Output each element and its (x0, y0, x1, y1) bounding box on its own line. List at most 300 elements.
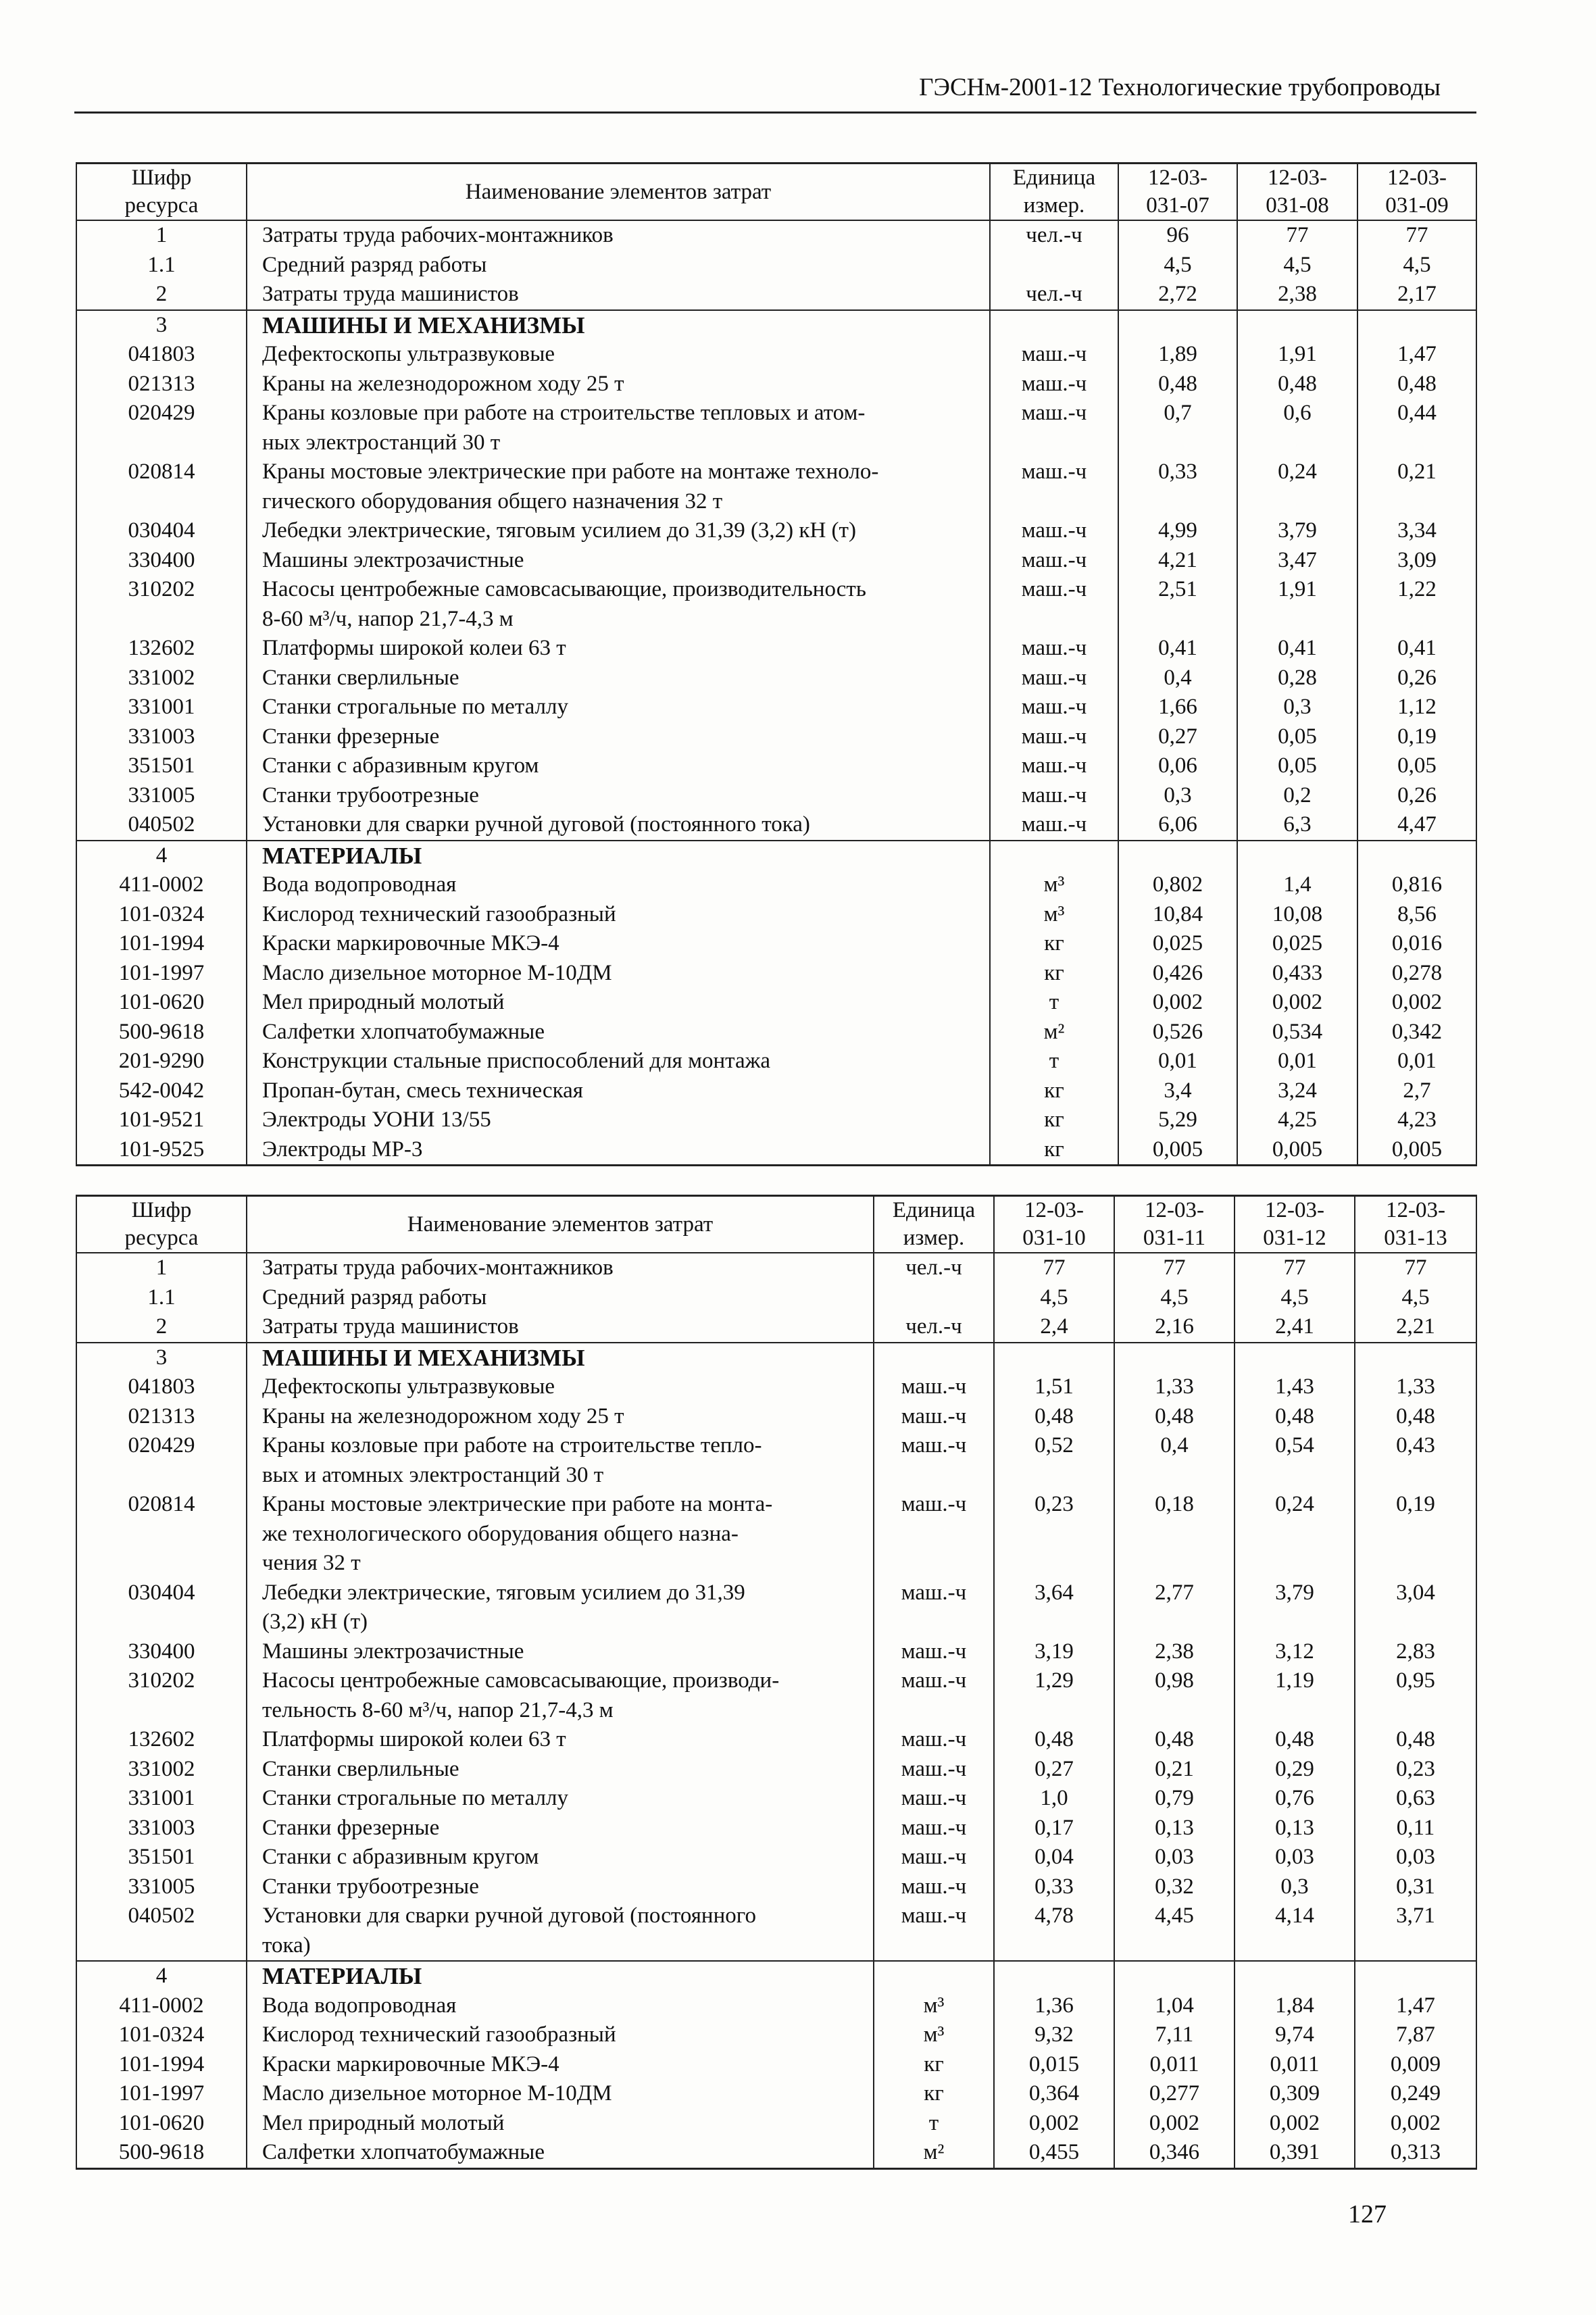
cell-value: 9,74 (1235, 2020, 1355, 2050)
cell-value: 0,29 (1235, 1755, 1355, 1785)
cell-name (247, 1784, 874, 1814)
page-number: 127 (1348, 2200, 1387, 2229)
cell-name (247, 1105, 990, 1135)
cell-code: 331005 (76, 1872, 247, 1902)
cell-value: 0,33 (994, 1872, 1114, 1902)
cell-name (247, 1076, 990, 1106)
cell-code: 1.1 (76, 1283, 247, 1313)
name-line: Затраты труда рабочих-монтажников (262, 1255, 614, 1280)
name-line: вых и атомных электростанций 30 т (262, 1462, 604, 1487)
name-line: Насосы центробежные самовсасывающие, производительность (262, 577, 866, 601)
name-line: Затраты труда машинистов (262, 1314, 519, 1339)
cell-unit (874, 1283, 994, 1313)
name-line: Средний разряд работы (262, 1285, 487, 1310)
cell-value: 0,48 (994, 1402, 1114, 1432)
cell-code: 351501 (76, 751, 247, 781)
cell-value: 0,433 (1237, 959, 1357, 989)
cell-code: 1.1 (76, 251, 247, 280)
table-row (76, 2138, 1476, 2168)
cell-value: 1,51 (994, 1372, 1114, 1402)
cell-code: 330400 (76, 1637, 247, 1667)
cell-value: 0,455 (994, 2138, 1114, 2168)
name-line: Краны мостовые электрические при работе на монта- (262, 1492, 773, 1516)
cell-value: 0,44 (1357, 399, 1476, 457)
cell-code: 101-0620 (76, 2109, 247, 2139)
cell-value: 0,28 (1237, 664, 1357, 693)
name-line: Краски маркировочные МКЭ-4 (262, 931, 559, 955)
cell-unit: м³ (990, 900, 1118, 930)
cell-value: 0,48 (1114, 1402, 1235, 1432)
cell-value: 3,64 (994, 1578, 1114, 1637)
header-col-031-09: 12-03- 031-09 (1357, 164, 1476, 221)
cell-code: 101-1994 (76, 2050, 247, 2080)
cell-value: 2,83 (1355, 1637, 1476, 1667)
cell-unit: маш.-ч (990, 516, 1118, 546)
cell-value: 0,364 (994, 2079, 1114, 2109)
cell-unit: маш.-ч (874, 1814, 994, 1843)
cell-value: 0,98 (1114, 1666, 1235, 1725)
cell-value: 0,313 (1355, 2138, 1476, 2168)
name-line: Вода водопроводная (262, 872, 457, 897)
cell-unit: маш.-ч (990, 693, 1118, 722)
cell-value: 0,04 (994, 1843, 1114, 1872)
cell-value: 4,78 (994, 1901, 1114, 1961)
cell-code: 331002 (76, 1755, 247, 1785)
cell-value: 4,14 (1235, 1901, 1355, 1961)
cell-code: 331003 (76, 1814, 247, 1843)
cell-value (1114, 1961, 1235, 1991)
cell-code: 331005 (76, 781, 247, 811)
table-row (76, 251, 1476, 280)
cell-name (247, 810, 990, 841)
table-row (76, 1637, 1476, 1667)
cell-name (247, 1135, 990, 1166)
cell-value: 77 (1237, 220, 1357, 251)
cell-value: 0,27 (994, 1755, 1114, 1785)
table-row (76, 1312, 1476, 1343)
cell-name (247, 1431, 874, 1490)
cell-value: 2,16 (1114, 1312, 1235, 1343)
cell-unit: маш.-ч (990, 370, 1118, 399)
cell-value: 1,47 (1357, 340, 1476, 370)
cell-value: 0,025 (1237, 929, 1357, 959)
cell-name (247, 1372, 874, 1402)
cell-value: 0,48 (1235, 1402, 1355, 1432)
section-title (247, 1343, 874, 1373)
cell-value: 0,3 (1118, 781, 1237, 811)
cell-unit: маш.-ч (990, 634, 1118, 664)
table-row (76, 2050, 1476, 2080)
table-row (76, 751, 1476, 781)
cell-unit (874, 1343, 994, 1373)
cell-code: 101-9525 (76, 1135, 247, 1166)
cell-code: 101-1997 (76, 2079, 247, 2109)
cell-unit: маш.-ч (874, 1372, 994, 1402)
name-line: Кислород технический газообразный (262, 2022, 616, 2047)
table-row (76, 1725, 1476, 1755)
cell-value: 77 (1114, 1253, 1235, 1283)
cell-name (247, 2050, 874, 2080)
document-title: ГЭСНм-2001-12 Технологические трубопроводы (919, 74, 1441, 101)
table-row (76, 870, 1476, 900)
cell-code: 101-0324 (76, 2020, 247, 2050)
name-line: гического оборудования общего назначения 32 т (262, 489, 723, 514)
name-line: Вода водопроводная (262, 1993, 457, 2018)
cell-name (247, 988, 990, 1018)
resource-table-2 (76, 1195, 1477, 2170)
cell-code: 020814 (76, 1490, 247, 1578)
cell-unit: т (874, 2109, 994, 2139)
cell-code: 411-0002 (76, 870, 247, 900)
cell-value: 0,41 (1237, 634, 1357, 664)
cell-unit: маш.-ч (874, 1490, 994, 1578)
cell-value: 3,79 (1235, 1578, 1355, 1637)
cell-name (247, 251, 990, 280)
name-line: МАШИНЫ И МЕХАНИЗМЫ (262, 312, 585, 339)
cell-value: 0,7 (1118, 399, 1237, 457)
table-row (76, 1018, 1476, 1047)
cell-value: 3,24 (1237, 1076, 1357, 1106)
cell-value: 0,79 (1114, 1784, 1235, 1814)
cell-value: 0,002 (994, 2109, 1114, 2139)
cell-value: 4,5 (994, 1283, 1114, 1313)
cell-value: 4,21 (1118, 546, 1237, 576)
cell-code: 500-9618 (76, 2138, 247, 2168)
cell-name (247, 1666, 874, 1725)
name-line: Установки для сварки ручной дуговой (постоянного тока) (262, 812, 810, 837)
cell-name (247, 900, 990, 930)
cell-value: 0,13 (1114, 1814, 1235, 1843)
table-row (76, 1666, 1476, 1725)
cell-value: 0,278 (1357, 959, 1476, 989)
cell-value: 2,41 (1235, 1312, 1355, 1343)
header-rule (74, 111, 1476, 114)
name-line: Машины электрозачистные (262, 547, 524, 572)
cell-value: 0,005 (1357, 1135, 1476, 1166)
cell-code: 310202 (76, 575, 247, 634)
cell-code: 132602 (76, 634, 247, 664)
cell-value (1237, 841, 1357, 871)
cell-unit (874, 1961, 994, 1991)
cell-value: 0,4 (1118, 664, 1237, 693)
cell-unit: маш.-ч (874, 1901, 994, 1961)
cell-code: 201-9290 (76, 1047, 247, 1076)
cell-value: 7,11 (1114, 2020, 1235, 2050)
cell-code: 132602 (76, 1725, 247, 1755)
cell-value: 1,12 (1357, 693, 1476, 722)
cell-name (247, 340, 990, 370)
cell-value: 0,01 (1118, 1047, 1237, 1076)
cell-unit: маш.-ч (990, 399, 1118, 457)
table-row (76, 1755, 1476, 1785)
cell-value: 0,26 (1357, 781, 1476, 811)
header-col-031-12: 12-03- 031-12 (1235, 1196, 1355, 1253)
cell-code: 331002 (76, 664, 247, 693)
name-line: Затраты труда машинистов (262, 282, 519, 306)
table-row (76, 634, 1476, 664)
header-col-031-07: 12-03- 031-07 (1118, 164, 1237, 221)
cell-code: 4 (76, 1961, 247, 1991)
cell-value: 0,43 (1355, 1431, 1476, 1490)
cell-value: 0,32 (1114, 1872, 1235, 1902)
cell-value: 0,025 (1118, 929, 1237, 959)
table-row (76, 959, 1476, 989)
table-row (76, 693, 1476, 722)
table-row (76, 988, 1476, 1018)
cell-value: 3,34 (1357, 516, 1476, 546)
cell-name (247, 1047, 990, 1076)
cell-name (247, 1253, 874, 1283)
cell-code: 101-1994 (76, 929, 247, 959)
name-line: Краны на железнодорожном ходу 25 т (262, 371, 624, 396)
cell-code: 2 (76, 1312, 247, 1343)
cell-unit (990, 841, 1118, 871)
cell-unit: маш.-ч (990, 457, 1118, 516)
name-line: Станки фрезерные (262, 724, 440, 749)
cell-value: 0,002 (1237, 988, 1357, 1018)
cell-code: 3 (76, 1343, 247, 1373)
cell-value: 0,31 (1355, 1872, 1476, 1902)
header-name: Наименование элементов затрат (247, 164, 990, 221)
cell-value: 0,2 (1237, 781, 1357, 811)
cell-value (1118, 310, 1237, 341)
table-row (76, 1105, 1476, 1135)
cell-value: 0,002 (1355, 2109, 1476, 2139)
cell-code: 101-0620 (76, 988, 247, 1018)
cell-value: 3,09 (1357, 546, 1476, 576)
name-line: Станки с абразивным кругом (262, 753, 539, 778)
cell-value (994, 1961, 1114, 1991)
cell-value: 77 (1355, 1253, 1476, 1283)
cell-value: 1,33 (1114, 1372, 1235, 1402)
table-row (76, 1872, 1476, 1902)
cell-value: 1,66 (1118, 693, 1237, 722)
cell-value: 6,06 (1118, 810, 1237, 841)
name-line: Краны козловые при работе на строительстве тепловых и атом- (262, 401, 866, 425)
table-row (76, 516, 1476, 546)
table-row (76, 1490, 1476, 1578)
cell-value: 0,391 (1235, 2138, 1355, 2168)
name-line: же технологического оборудования общего назна- (262, 1521, 739, 1546)
name-line: Станки сверлильные (262, 1756, 459, 1781)
table-row (76, 664, 1476, 693)
cell-unit: маш.-ч (874, 1666, 994, 1725)
table-row (76, 340, 1476, 370)
cell-value: 0,002 (1114, 2109, 1235, 2139)
cell-name (247, 1578, 874, 1637)
cell-unit: м³ (874, 1991, 994, 2021)
name-line: Краны на железнодорожном ходу 25 т (262, 1403, 624, 1428)
cell-value: 0,52 (994, 1431, 1114, 1490)
cell-value: 2,7 (1357, 1076, 1476, 1106)
cell-code: 101-1997 (76, 959, 247, 989)
cell-value: 4,23 (1357, 1105, 1476, 1135)
cell-unit: кг (874, 2079, 994, 2109)
cell-value: 0,18 (1114, 1490, 1235, 1578)
cell-value: 0,802 (1118, 870, 1237, 900)
table-row (76, 1961, 1476, 1991)
table-row (76, 399, 1476, 457)
name-line: Краски маркировочные МКЭ-4 (262, 2051, 559, 2076)
cell-unit: кг (990, 1076, 1118, 1106)
cell-unit: маш.-ч (990, 722, 1118, 752)
table-row (76, 575, 1476, 634)
cell-name (247, 1901, 874, 1961)
cell-value: 10,08 (1237, 900, 1357, 930)
cell-value (1237, 310, 1357, 341)
cell-unit: чел.-ч (874, 1312, 994, 1343)
table-row (76, 546, 1476, 576)
name-line: Лебедки электрические, тяговым усилием до 31,39 (3,2) кН (т) (262, 518, 856, 543)
table-header (76, 1196, 1476, 1253)
cell-value: 3,4 (1118, 1076, 1237, 1106)
cell-value: 77 (1235, 1253, 1355, 1283)
name-line: Станки строгальные по металлу (262, 1786, 568, 1810)
cell-unit: маш.-ч (990, 340, 1118, 370)
cell-value: 0,41 (1357, 634, 1476, 664)
cell-code: 411-0002 (76, 1991, 247, 2021)
cell-value: 0,21 (1114, 1755, 1235, 1785)
cell-unit: маш.-ч (990, 810, 1118, 841)
cell-name (247, 751, 990, 781)
cell-value: 2,4 (994, 1312, 1114, 1343)
cell-value: 4,45 (1114, 1901, 1235, 1961)
cell-unit: кг (874, 2050, 994, 2080)
cell-code: 331001 (76, 693, 247, 722)
table-row (76, 900, 1476, 930)
cell-value: 0,23 (1355, 1755, 1476, 1785)
cell-unit: чел.-ч (990, 220, 1118, 251)
cell-name (247, 959, 990, 989)
cell-value: 0,26 (1357, 664, 1476, 693)
name-line: Дефектоскопы ультразвуковые (262, 342, 555, 366)
cell-value: 0,03 (1114, 1843, 1235, 1872)
table-row (76, 2020, 1476, 2050)
table-row (76, 280, 1476, 310)
name-line: Платформы широкой колеи 63 т (262, 636, 566, 660)
cell-unit: маш.-ч (990, 751, 1118, 781)
cell-value: 0,346 (1114, 2138, 1235, 2168)
cell-value: 0,24 (1235, 1490, 1355, 1578)
cell-value: 0,002 (1357, 988, 1476, 1018)
cell-value: 0,015 (994, 2050, 1114, 2080)
cell-code: 1 (76, 220, 247, 251)
cell-value: 3,12 (1235, 1637, 1355, 1667)
table-row (76, 310, 1476, 341)
cell-unit: кг (990, 1105, 1118, 1135)
table-row (76, 220, 1476, 251)
cell-name (247, 2109, 874, 2139)
cell-code: 330400 (76, 546, 247, 576)
cell-value: 0,309 (1235, 2079, 1355, 2109)
cell-unit: кг (990, 1135, 1118, 1166)
cell-value: 0,002 (1118, 988, 1237, 1018)
cell-value: 0,13 (1235, 1814, 1355, 1843)
cell-unit: кг (990, 929, 1118, 959)
name-line: Конструкции стальные приспособлений для монтажа (262, 1049, 771, 1073)
cell-unit (990, 251, 1118, 280)
cell-value: 0,01 (1357, 1047, 1476, 1076)
cell-name (247, 1725, 874, 1755)
cell-value: 1,29 (994, 1666, 1114, 1725)
name-line: Машины электрозачистные (262, 1639, 524, 1664)
header-col-031-11: 12-03- 031-11 (1114, 1196, 1235, 1253)
cell-value: 1,22 (1357, 575, 1476, 634)
cell-code: 101-0324 (76, 900, 247, 930)
cell-unit: чел.-ч (874, 1253, 994, 1283)
cell-value: 0,3 (1237, 693, 1357, 722)
cell-code: 310202 (76, 1666, 247, 1725)
cell-code: 040502 (76, 810, 247, 841)
cell-name (247, 575, 990, 634)
name-line: Установки для сварки ручной дуговой (постоянного (262, 1903, 756, 1928)
cell-name (247, 1814, 874, 1843)
cell-value: 0,19 (1355, 1490, 1476, 1578)
cell-value: 0,76 (1235, 1784, 1355, 1814)
table-row (76, 722, 1476, 752)
cell-value: 0,011 (1114, 2050, 1235, 2080)
cell-value: 1,0 (994, 1784, 1114, 1814)
table-row (76, 1784, 1476, 1814)
cell-unit: м² (874, 2138, 994, 2168)
cell-value: 1,33 (1355, 1372, 1476, 1402)
cell-value: 0,534 (1237, 1018, 1357, 1047)
cell-name (247, 2079, 874, 2109)
table-row (76, 1076, 1476, 1106)
cell-value: 0,21 (1357, 457, 1476, 516)
cell-value: 0,816 (1357, 870, 1476, 900)
name-line: Пропан-бутан, смесь техническая (262, 1078, 583, 1103)
header-name: Наименование элементов затрат (247, 1196, 874, 1253)
cell-value: 0,05 (1237, 722, 1357, 752)
cell-unit: маш.-ч (874, 1637, 994, 1667)
cell-name (247, 1872, 874, 1902)
cell-name (247, 546, 990, 576)
name-line: МАШИНЫ И МЕХАНИЗМЫ (262, 1344, 585, 1371)
cell-value: 9,32 (994, 2020, 1114, 2050)
cell-value: 0,48 (994, 1725, 1114, 1755)
header-code: Шифр ресурса (76, 164, 247, 221)
cell-value: 0,277 (1114, 2079, 1235, 2109)
cell-unit: т (990, 1047, 1118, 1076)
cell-value: 0,05 (1357, 751, 1476, 781)
cell-value: 0,011 (1235, 2050, 1355, 2080)
cell-value: 2,38 (1114, 1637, 1235, 1667)
cell-unit: маш.-ч (874, 1843, 994, 1872)
cell-value: 8,56 (1357, 900, 1476, 930)
cell-value: 0,06 (1118, 751, 1237, 781)
cell-code: 030404 (76, 1578, 247, 1637)
cell-value: 0,01 (1237, 1047, 1357, 1076)
cell-code: 020814 (76, 457, 247, 516)
cell-value: 0,63 (1355, 1784, 1476, 1814)
cell-value: 0,17 (994, 1814, 1114, 1843)
cell-value: 1,4 (1237, 870, 1357, 900)
cell-value (1114, 1343, 1235, 1373)
name-line: Станки сверлильные (262, 665, 459, 690)
cell-value: 2,21 (1355, 1312, 1476, 1343)
cell-code: 542-0042 (76, 1076, 247, 1106)
cell-name (247, 2020, 874, 2050)
table-row (76, 841, 1476, 871)
cell-value: 0,3 (1235, 1872, 1355, 1902)
cell-value (994, 1343, 1114, 1373)
cell-value: 3,79 (1237, 516, 1357, 546)
table-row (76, 1901, 1476, 1961)
table-row (76, 1843, 1476, 1872)
cell-value: 4,25 (1237, 1105, 1357, 1135)
name-line: Краны мостовые электрические при работе на монтаже техноло- (262, 459, 879, 484)
